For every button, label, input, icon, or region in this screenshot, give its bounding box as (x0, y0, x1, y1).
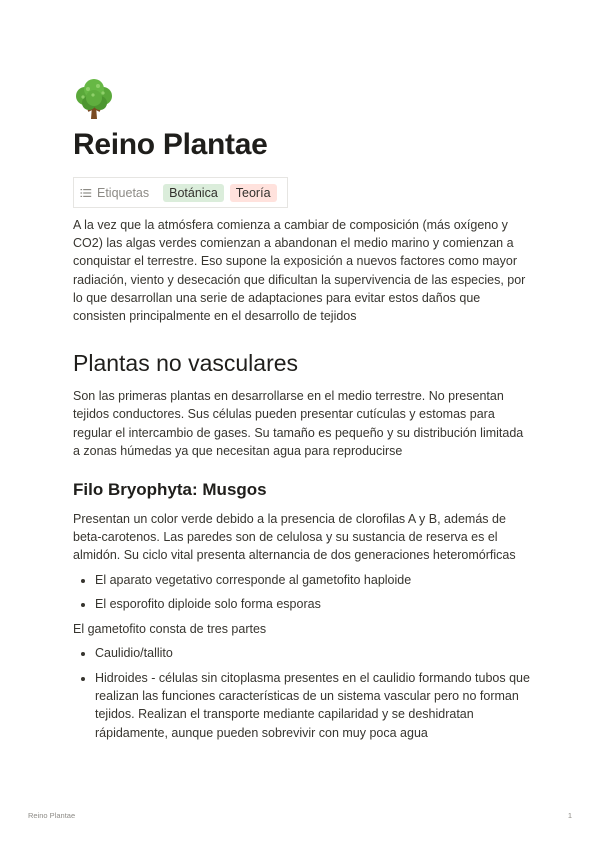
intro-paragraph: A la vez que la atmósfera comienza a cambiar de composición (más oxígeno y CO2) las algas verdes comienzan a abandonan el medio marino y comienzan a conquistar el terrestre. Eso supone la exposición a nuevos factores como mayor radiación, viento y desecación que dificultan la supervivencia de las especies, por lo que desarrollan una serie de adaptaciones para evitar estos daños que consisten principalmente en el desarrollo de tejidos (73, 218, 526, 324)
bulleted-list-2 (73, 644, 533, 742)
list-item: • El aparato vegetativo corresponde al gametofito haploide (95, 571, 533, 589)
footer-page-number: 1 (567, 811, 572, 820)
page-footer (28, 811, 572, 820)
section2-paragraph: Presentan un color verde debido a la presencia de clorofilas A y B, además de beta-carotenos. Las paredes son de celulosa y su sustancia de reserva es el almidón. Su ciclo vital presenta alternancia de dos generaciones heteromórficas (73, 512, 516, 563)
list-item: • Hidroides - células sin citoplasma presentes en el caulidio formando tubos que realizan las funciones características de un sistema vascular pero no forman tejidos. Realizan el transporte mediante capilaridad y se deshidratan rápidamente, aunque pueden sobrevivir con muy poca agua (95, 669, 533, 742)
section1-paragraph: Son las primeras plantas en desarrollarse en el medio terrestre. No presentan tejidos conductores. Sus células pueden presentar cutículas y estomas para regular el intercambio de gases. Su tamaño es pequeño y su distribución limitada a zonas húmedas ya que necesitan agua para reproducirse (73, 389, 524, 458)
property-label (80, 186, 149, 200)
tag-teoria[interactable]: Teoría (230, 184, 277, 202)
list-item: • Caulidio/tallito (95, 644, 533, 662)
list-item: • El esporofito diploide solo forma esporas (95, 595, 533, 613)
list-icon (80, 187, 92, 199)
property-label-text: Etiquetas (97, 185, 150, 200)
heading-filo-bryophyta: Filo Bryophyta: Musgos (73, 480, 267, 500)
page-title: Reino Plantae (73, 128, 268, 161)
heading-plantas-no-vasculares: Plantas no vasculares (73, 350, 299, 377)
tag-botanica[interactable]: Botánica (163, 184, 224, 202)
tags-property[interactable] (73, 177, 288, 208)
bulleted-list-1 (73, 571, 533, 614)
footer-title: Reino Plantae (28, 811, 76, 820)
section2-paragraph-2: El gametofito consta de tres partes (73, 622, 267, 637)
page-content (73, 78, 533, 748)
tree-emoji-icon (73, 78, 115, 120)
